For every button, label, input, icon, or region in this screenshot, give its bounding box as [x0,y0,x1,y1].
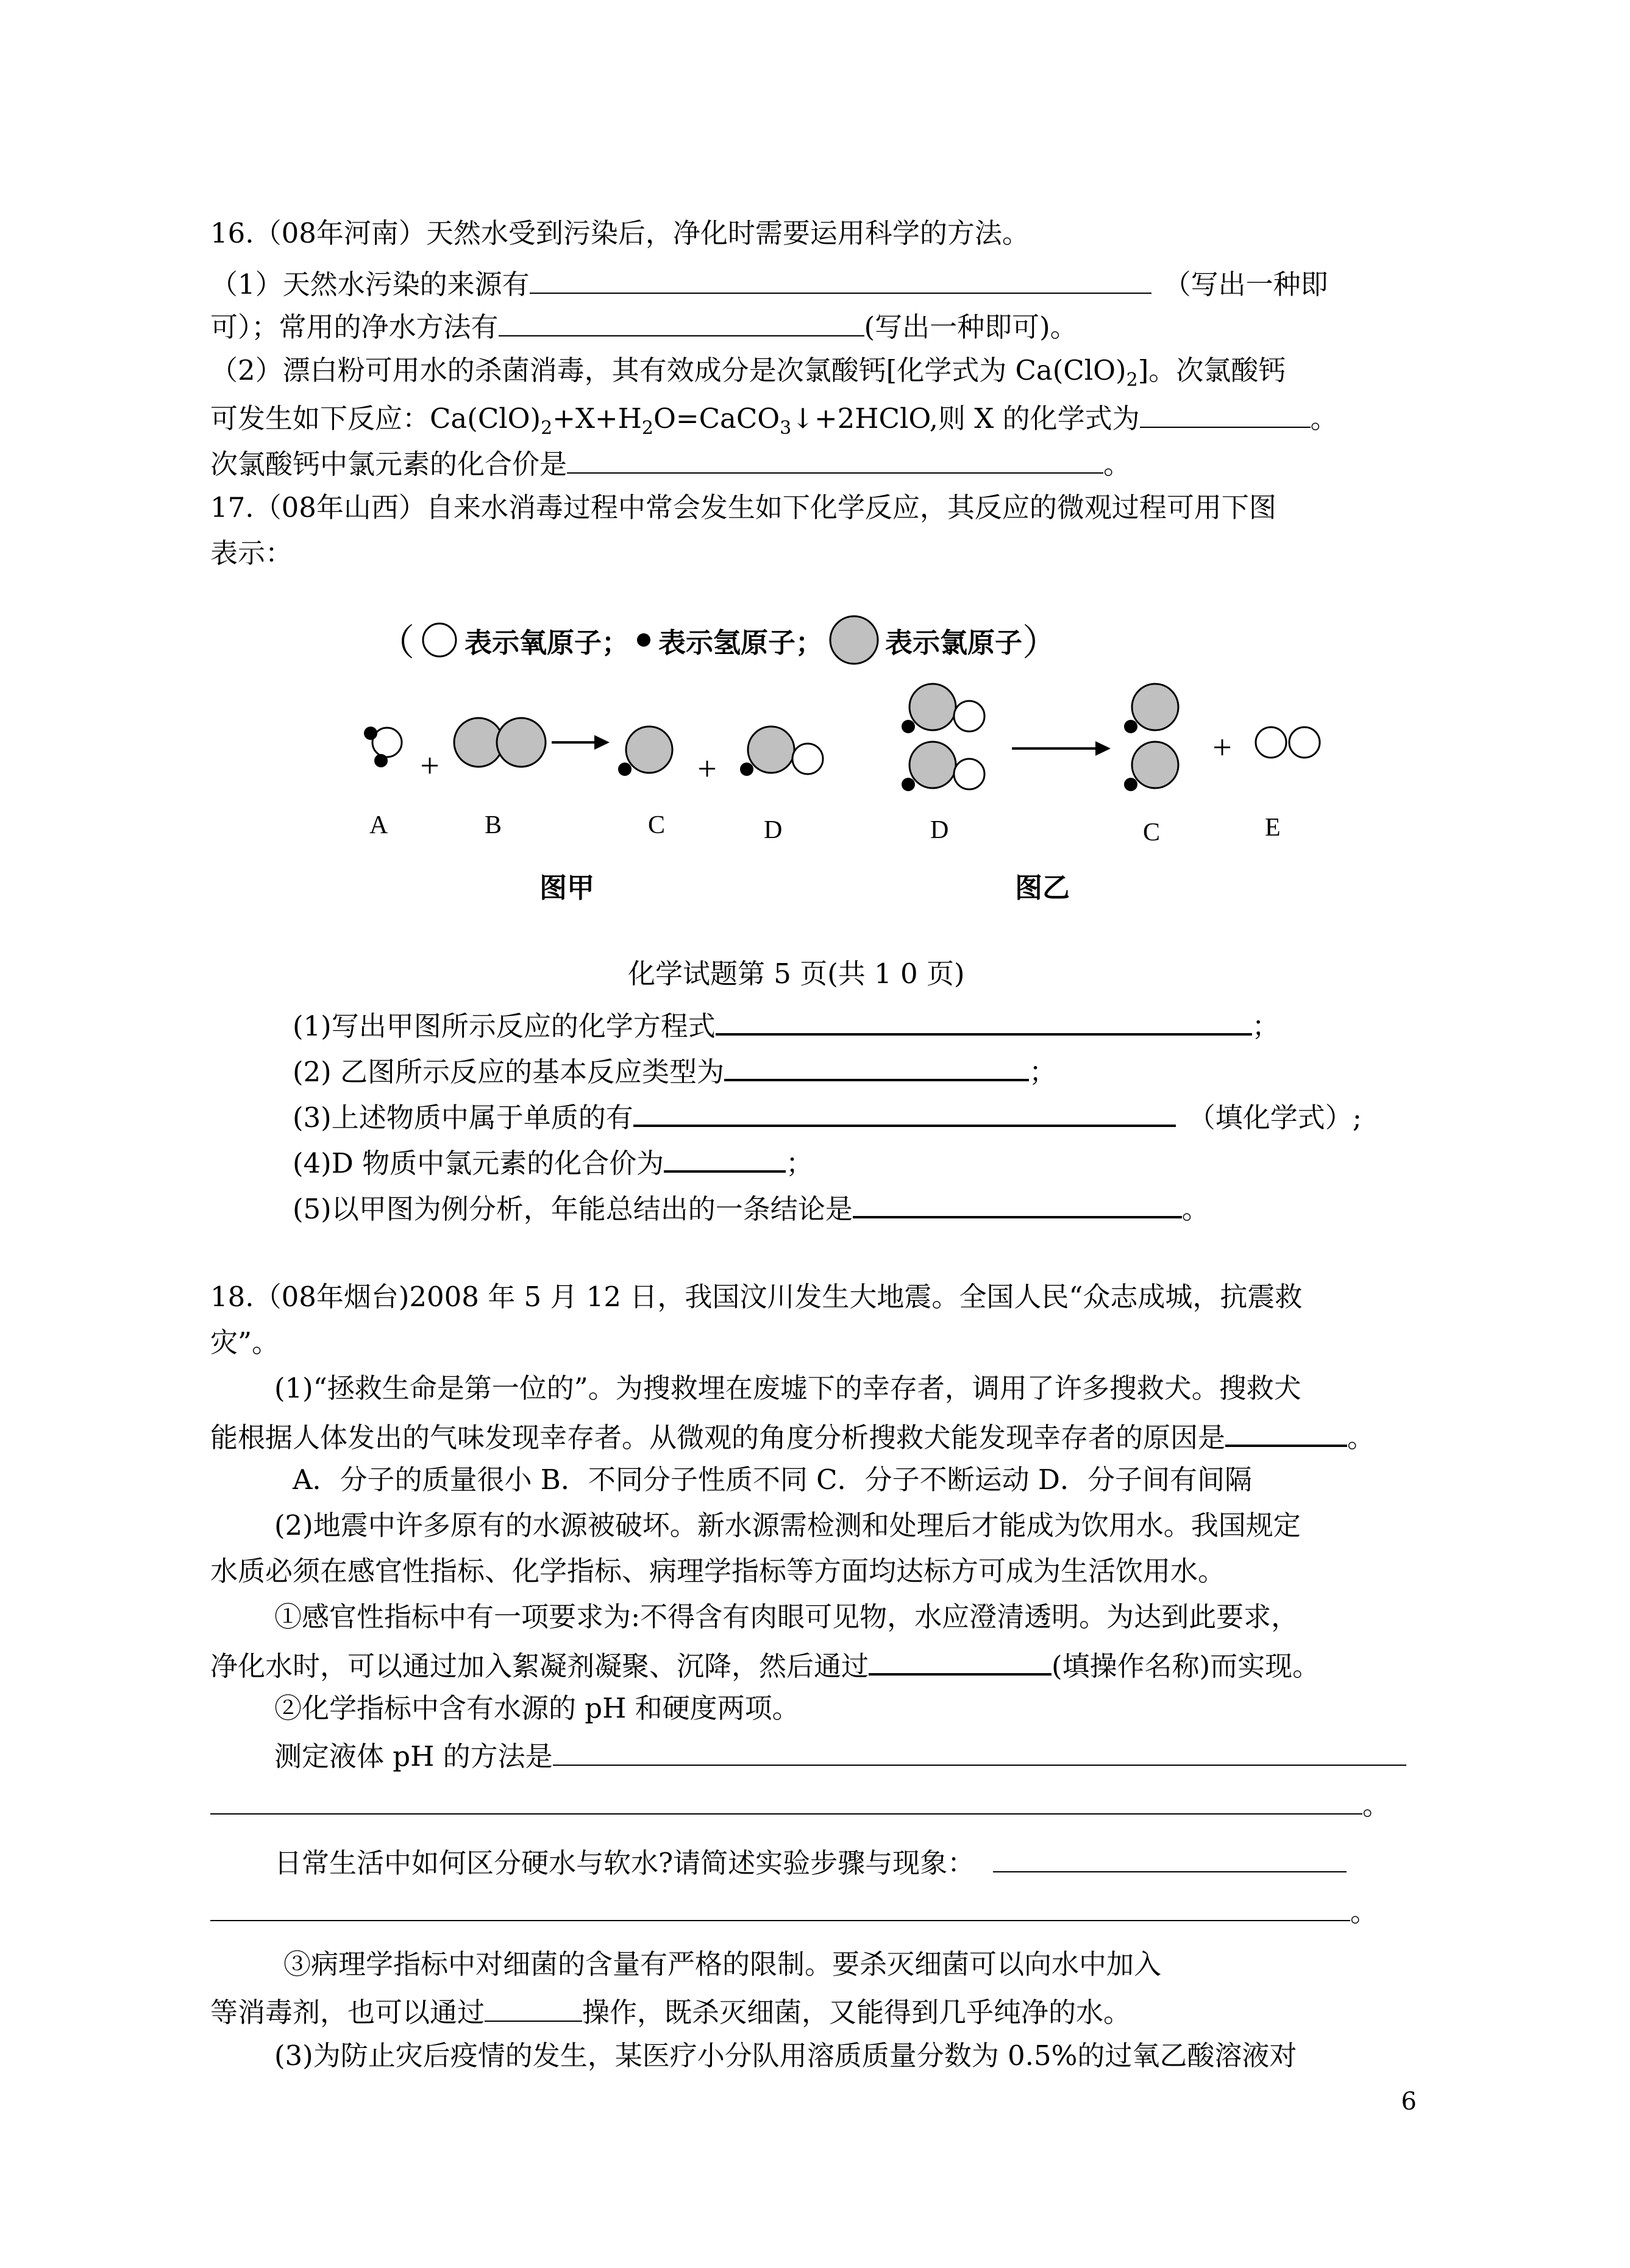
q18-hardness [274,1847,1347,1877]
answer-blank[interactable] [485,1996,582,2022]
subscript: 3 [780,418,792,439]
q16-part2-text-end: ]。次氯酸钙 [1137,354,1286,386]
answer-blank[interactable] [567,448,1103,474]
q17-sub5 [293,1192,1209,1223]
label-e: E [1265,814,1281,842]
q18-part3: (3)为防止灾后疫情的发生，某医疗小分队用溶质质量分数为 0.5%的过氧乙酸溶液对 [274,2039,1297,2072]
q17-sub1-text: (1)写出甲图所示反应的化学方程式 [293,1010,716,1042]
item1-text: 净化水时，可以通过加入絮凝剂凝聚、沉降，然后通过 [210,1650,869,1682]
q16-part1-method-text: 可）；常用的净水方法有 [210,311,499,343]
q16-part2-valence [210,448,1131,478]
punct: 。 [1362,1789,1390,1821]
answer-blank[interactable] [553,1740,1406,1766]
chlorine-atom-icon [828,614,880,666]
label-c2: C [1143,819,1161,847]
q18-ph-method [274,1740,1406,1770]
molecule-c-icon [618,727,672,776]
arrow-icon [1012,741,1111,756]
eq-text: 可发生如下反应：Ca(ClO) [210,402,541,435]
legend-oxygen-label: 表示氧原子； [464,626,630,659]
q18-hardness-cont [210,1896,1378,1928]
q16-part2-text: （2）漂白粉可用水的杀菌消毒，其有效成分是次氯酸钙[化学式为 Ca(ClO) [210,354,1126,386]
plus-sign: + [1212,729,1232,767]
answer-blank[interactable] [724,1054,1029,1081]
q17-sub4-text: (4)D 物质中氯元素的化合价为 [293,1147,664,1179]
valence-text: 次氯酸钙中氯元素的化合价是 [210,448,568,480]
subscript: 2 [1126,369,1138,391]
figure-yi-caption: 图乙 [1015,872,1070,904]
q18-part2-item3-cont [210,1996,1131,2026]
legend-open-paren: （ [378,622,415,664]
q17-sub1 [293,1009,1279,1040]
oxygen-atom-icon [421,621,458,659]
q18-part1: (1)“拯救生命是第一位的”。为搜救埋在废墟下的幸存者，调用了许多搜救犬。搜救犬 [274,1372,1301,1404]
item3-text: 等消毒剂，也可以通过 [210,1996,485,2028]
q16-title: 16.（08年河南）天然水受到污染后，净化时需要运用科学的方法。 [210,217,1030,249]
q16-part1 [210,268,1328,298]
answer-blank[interactable] [993,1847,1347,1872]
q18-part2-item1-cont [210,1649,1320,1680]
punct: 。 [1347,1421,1375,1454]
hint: （填化学式）; [1187,1101,1362,1134]
answer-blank[interactable] [664,1146,786,1173]
answer-blank[interactable] [716,1009,1252,1036]
ph-method-text: 测定液体 pH 的方法是 [274,1740,553,1772]
q18-part2: (2)地震中许多原有的水源被破坏。新水源需检测和处理后才能成为饮用水。我国规定 [274,1509,1301,1541]
molecule-d-pair-icon [902,684,984,791]
q16-part2-equation [210,402,1338,438]
q16-part1-cont [210,311,1078,341]
answer-blank[interactable] [530,268,1151,294]
q18-part1-question: 能根据人体发出的气味发现幸存者。从微观的角度分析搜救犬能发现幸存者的原因是 [210,1421,1226,1454]
legend-chlorine-label: 表示氯原子 [885,626,1023,659]
legend-close-paren: ） [1022,622,1059,664]
molecule-e-icon [1256,727,1320,758]
item3-text-end: 操作，既杀灭细菌，又能得到几乎纯净的水。 [582,1996,1131,2028]
eq-text: ↓+2HClO,则 X 的化学式为 [791,402,1140,435]
q16-part1-hint2: (写出一种即可)。 [864,311,1078,343]
label-d2: D [930,816,949,844]
eq-text: O=CaCO [653,402,780,435]
q17-sub3-text: (3)上述物质中属于单质的有 [293,1101,633,1134]
label-b: B [485,811,502,839]
q16-part1-hint: （写出一种即 [1163,268,1328,300]
punct: ； [786,1147,814,1179]
subscript: 2 [541,418,553,439]
q17-sub3 [293,1100,1362,1134]
figure-jia-caption: 图甲 [539,872,595,904]
punct: ； [1251,1010,1279,1042]
answer-blank[interactable] [1140,402,1311,428]
q17-title-cont: 表示： [210,537,293,569]
answer-blank[interactable] [869,1649,1052,1676]
valence-end: 。 [1103,448,1131,480]
q17-sub2 [293,1054,1056,1086]
plus-sign: + [697,750,717,788]
q17-title: 17.（08年山西）自来水消毒过程中常会发生如下化学反应，其反应的微观过程可用下图 [210,491,1276,524]
answer-blank[interactable] [210,1896,1350,1921]
q18-part2-cont: 水质必须在感官性指标、化学指标、病理学指标等方面均达标方可成为生活饮用水。 [210,1555,1226,1587]
legend-hydrogen-label: 表示氢原子； [658,626,824,659]
q18-part2-item3: ③病理学指标中对细菌的含量有严格的限制。要杀灭细菌可以向水中加入 [283,1948,1162,1980]
q16-part1-text: （1）天然水污染的来源有 [210,268,530,300]
hint: (填操作名称)而实现。 [1052,1650,1320,1682]
arrow-icon [552,735,610,750]
punct: 。 [1350,1896,1378,1928]
q18-part2-item2: ②化学指标中含有水源的 pH 和硬度两项。 [274,1692,800,1724]
punct: ； [1029,1056,1057,1088]
q16-part2 [210,354,1286,391]
eq-end: 。 [1310,402,1338,435]
q17-sub5-text: (5)以甲图为例分析，年能总结出的一条结论是 [293,1193,853,1225]
q18-part1-cont [210,1420,1375,1454]
hardness-text: 日常生活中如何区分硬水与软水?请简述实验步骤与现象： [274,1847,975,1879]
answer-blank[interactable] [633,1100,1176,1127]
eq-text: +X+H [552,402,642,435]
label-a: A [369,811,388,839]
punct: 。 [1181,1193,1209,1225]
plus-sign: + [420,747,440,785]
molecule-a-icon [364,727,402,767]
answer-blank[interactable] [499,311,864,336]
q18-ph-method-cont [210,1789,1390,1819]
answer-blank[interactable] [853,1192,1182,1218]
answer-blank[interactable] [210,1789,1362,1815]
q17-sub2-text: (2) 乙图所示反应的基本反应类型为 [293,1056,725,1088]
label-d: D [764,816,783,844]
molecule-b-icon [454,718,546,767]
hydrogen-atom-icon [633,629,655,651]
reaction-diagram [0,670,1630,829]
molecule-c-pair-icon [1124,684,1178,791]
q18-title-cont: 灾”。 [210,1326,280,1359]
page-footer-text: 化学试题第 5 页(共 1 0 页) [628,958,965,990]
molecule-d-icon [740,727,823,776]
q18-title: 18.（08年烟台)2008 年 5 月 12 日，我国汶川发生大地震。全国人民“众志成城，抗震救 [210,1281,1303,1313]
diagram-legend [378,616,1059,664]
answer-blank[interactable] [1225,1420,1347,1447]
q17-sub4 [293,1146,813,1177]
q18-part2-item1: ①感官性指标中有一项要求为:不得含有肉眼可见物，水应澄清透明。为达到此要求， [274,1601,1299,1633]
subscript: 2 [641,418,653,439]
q18-part1-options: A．分子的质量很小 B．不同分子性质不同 C．分子不断运动 D．分子间有间隔 [293,1463,1252,1496]
label-c: C [648,811,666,839]
page-number: 6 [1401,2088,1417,2116]
